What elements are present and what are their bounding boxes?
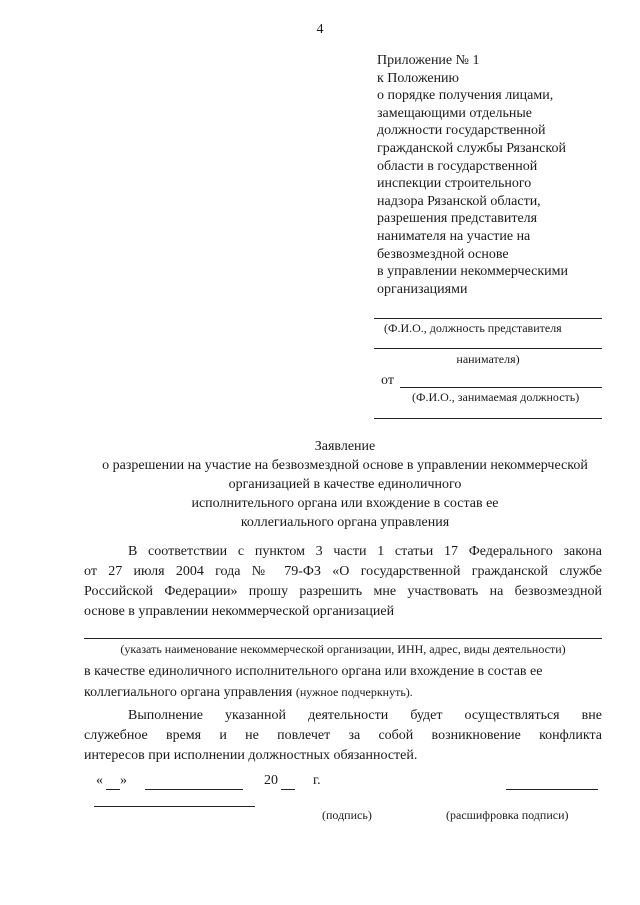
appendix-line: в управлении некоммерческими <box>377 264 568 280</box>
appendix-line: замещающими отдельные <box>377 105 532 121</box>
appendix-line: надзора Рязанской области, <box>377 193 541 209</box>
appendix-line: инспекции строительного <box>377 176 532 192</box>
appendix-line: к Положению <box>377 70 460 86</box>
conflict-paragraph <box>84 706 602 766</box>
appendix-line: Приложение № 1 <box>377 53 480 68</box>
paragraph-line: служебное время и не повлечет за собой возникновение конфликта <box>84 728 602 743</box>
paragraph-line: В соответствии с пунктом 3 части 1 статьи 17 Федерального закона <box>128 544 602 559</box>
underline-note: (нужное подчеркнуть). <box>295 685 413 699</box>
signature-decoding-line-top[interactable] <box>506 789 598 790</box>
date-year-line[interactable] <box>281 789 295 790</box>
date-day-line[interactable] <box>106 789 120 790</box>
paragraph-line: Выполнение указанной деятельности будет осуществляться вне <box>128 708 602 723</box>
appendix-line: гражданской службы Рязанской <box>377 140 567 156</box>
title-heading: Заявление <box>314 439 376 454</box>
addressee-caption-1: (Ф.И.О., должность представителя <box>384 321 562 335</box>
organization-caption: (указать наименование некоммерческой организации, ИНН, адрес, виды деятельности) <box>120 642 566 656</box>
from-line[interactable] <box>400 387 602 388</box>
signature-caption: (подпись) <box>322 808 372 822</box>
addressee-line-2[interactable] <box>374 348 602 349</box>
applicant-line[interactable] <box>94 806 255 807</box>
date-quote-open: « <box>96 773 103 788</box>
appendix-line: должности государственной <box>377 123 546 139</box>
request-paragraph <box>84 542 602 622</box>
from-caption: (Ф.И.О., занимаемая должность) <box>412 390 580 404</box>
document-title <box>60 437 630 532</box>
title-line: о разрешении на участие на безвозмездной основе в управлении некоммерческой <box>102 458 588 473</box>
from-label: от <box>381 373 394 388</box>
appendix-header <box>377 52 617 298</box>
appendix-line: разрешения представителя <box>377 211 538 227</box>
appendix-line: области в государственной <box>377 158 538 174</box>
signature-decoding-caption: (расшифровка подписи) <box>446 808 569 822</box>
paragraph-line: в качестве единоличного исполнительного органа или вхождение в состав ее <box>84 664 543 679</box>
title-line: исполнительного органа или вхождение в состав ее <box>191 496 499 511</box>
date-month-line[interactable] <box>145 789 243 790</box>
paragraph-line: основе в управлении некоммерческой организацией <box>84 604 395 619</box>
paragraph-line <box>84 682 602 703</box>
role-text: коллегиального органа управления <box>84 685 293 700</box>
date-year-prefix: 20 <box>264 773 278 788</box>
title-line: коллегиального органа управления <box>240 515 450 530</box>
paragraph-line: от 27 июля 2004 года № 79-ФЗ «О государственной гражданской службе <box>84 564 602 579</box>
appendix-line: безвозмездной основе <box>377 246 509 262</box>
role-paragraph <box>84 662 602 703</box>
title-line: организацией в качестве единоличного <box>228 477 462 492</box>
date-year-suffix: г. <box>313 773 321 788</box>
addressee-line-1[interactable] <box>374 318 602 319</box>
addressee-line-3[interactable] <box>374 418 602 419</box>
date-quote-close: » <box>120 773 127 788</box>
appendix-line: о порядке получения лицами, <box>377 88 554 104</box>
paragraph-line: интересов при исполнении должностных обязанностей. <box>84 748 418 763</box>
addressee-caption-2: нанимателя) <box>456 352 520 366</box>
page-number: 4 <box>316 22 324 37</box>
appendix-line: организациями <box>377 281 468 297</box>
organization-line[interactable] <box>84 638 602 639</box>
paragraph-line: Российской Федерации» прошу разрешить мне участвовать на безвозмездной <box>84 584 602 599</box>
appendix-line: нанимателя на участие на <box>377 228 531 244</box>
